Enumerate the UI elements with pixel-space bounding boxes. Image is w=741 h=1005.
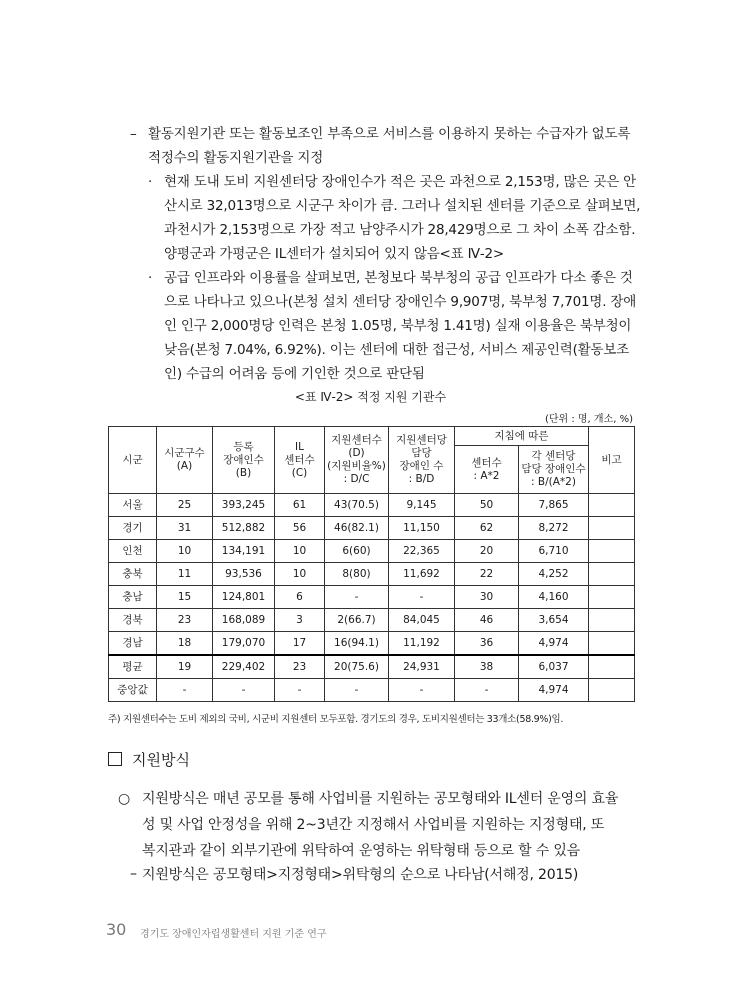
table-cell: 2(66.7) (325, 609, 389, 632)
table-cell: - (389, 586, 455, 609)
table-cell: 61 (275, 494, 325, 517)
table-cell: 393,245 (213, 494, 275, 517)
circle-line: 성 및 사업 안정성을 위해 2~3년간 지정해서 사업비를 지원하는 지정형태, 또 (142, 817, 605, 833)
table-cell: 30 (455, 586, 519, 609)
table-cell: 11,692 (389, 563, 455, 586)
table-cell: 229,402 (213, 655, 275, 679)
table-cell: 8(80) (325, 563, 389, 586)
bullet-line: 인 인구 2,000명당 인력은 본청 1.05명, 북부청 1.41명) 실재 이용율은 북부청이 (164, 318, 632, 334)
dash-line: 지원방식은 공모형태>지정형태>위탁형의 순으로 나타남(서해정, 2015) (142, 867, 579, 883)
table-cell: 6(60) (325, 540, 389, 563)
table-cell: 46(82.1) (325, 517, 389, 540)
header-count: 시군구수 (A) (157, 427, 213, 494)
table-cell: 7,865 (519, 494, 589, 517)
table-row (109, 586, 635, 609)
table-row (109, 517, 635, 540)
circle-bullet-icon: ○ (118, 791, 131, 807)
table-row (109, 632, 635, 656)
table-cell: 38 (455, 655, 519, 679)
table-cell: 512,882 (213, 517, 275, 540)
table-cell: 9,145 (389, 494, 455, 517)
page-number: 30 (106, 920, 127, 939)
table-cell: 24,931 (389, 655, 455, 679)
table-cell: 50 (455, 494, 519, 517)
square-bullet-icon (108, 752, 122, 766)
table-cell: 20(75.6) (325, 655, 389, 679)
bullet-line: 산시로 32,013명으로 시군구 차이가 큼. 그러나 설치된 센터를 기준으로 살펴보면, (164, 198, 641, 214)
table-cell: - (325, 679, 389, 702)
table-cell: 124,801 (213, 586, 275, 609)
table-cell: 8,272 (519, 517, 589, 540)
bullet-line: 과천시가 2,153명으로 가장 적고 남양주시가 28,429명으로 그 차이 소폭 감소함. (164, 222, 636, 238)
table-cell: 20 (455, 540, 519, 563)
data-table (108, 426, 635, 702)
table-cell: 4,160 (519, 586, 589, 609)
table-cell: 경북 (109, 609, 157, 632)
table-title: <표 Ⅳ-2> 적정 지원 기관수 (294, 390, 447, 404)
table-cell: 17 (275, 632, 325, 656)
table-row (109, 540, 635, 563)
header-guideline-group: 지침에 따른 (455, 427, 589, 446)
table-cell: 중앙값 (109, 679, 157, 702)
table-cell: 6 (275, 586, 325, 609)
table-cell: 134,191 (213, 540, 275, 563)
table-cell: 4,252 (519, 563, 589, 586)
section-title: 지원방식 (132, 751, 190, 769)
table-cell: - (455, 679, 519, 702)
table-footnote: 주) 지원센터수는 도비 제외의 국비, 시군비 지원센터 모두포함. 경기도의 경우, 도비지원센터는 33개소(58.9%)임. (108, 714, 564, 725)
dash-marker: – (130, 126, 137, 142)
bullet-line: 현재 도내 도비 지원센터당 장애인수가 적은 곳은 과천으로 2,153명, 많은 곳은 안 (164, 174, 636, 190)
bullet-line: 공급 인프라와 이용률을 살펴보면, 본청보다 북부청의 공급 인프라가 다소 좋은 것 (164, 270, 633, 286)
table-cell: 46 (455, 609, 519, 632)
table-cell: 충북 (109, 563, 157, 586)
table-row (109, 563, 635, 586)
table-cell: 31 (157, 517, 213, 540)
table-cell: 43(70.5) (325, 494, 389, 517)
table-cell: 4,974 (519, 679, 589, 702)
table-cell: 경기 (109, 517, 157, 540)
table-cell: 10 (157, 540, 213, 563)
table-cell: 10 (275, 563, 325, 586)
table-cell: 16(94.1) (325, 632, 389, 656)
bullet-marker: · (148, 174, 153, 190)
table-cell: 서울 (109, 494, 157, 517)
table-cell: 11,150 (389, 517, 455, 540)
table-row (109, 609, 635, 632)
table-cell: 36 (455, 632, 519, 656)
table-cell: 15 (157, 586, 213, 609)
circle-line: 복지관과 같이 외부기관에 위탁하여 운영하는 위탁형태 등으로 할 수 있음 (142, 843, 580, 859)
table-cell (589, 586, 635, 609)
table-cell: 경남 (109, 632, 157, 656)
table-cell (589, 540, 635, 563)
running-title: 경기도 장애인자립생활센터 지원 기준 연구 (140, 929, 327, 940)
table-cell: 평균 (109, 655, 157, 679)
table-cell: 56 (275, 517, 325, 540)
table-cell: - (389, 679, 455, 702)
header-sigun: 시군 (109, 427, 157, 494)
header-note: 비고 (589, 427, 635, 494)
table-cell (589, 632, 635, 656)
section-heading (108, 748, 190, 772)
table-cell: 10 (275, 540, 325, 563)
table-unit: (단위 : 명, 개소, %) (544, 414, 633, 425)
table-cell: 84,045 (389, 609, 455, 632)
table-cell: 충남 (109, 586, 157, 609)
table-cell (589, 679, 635, 702)
header-support-centers: 지원센터수 (D) (지원비율%) : D/C (325, 427, 389, 494)
table-cell: 6,037 (519, 655, 589, 679)
table-cell: 18 (157, 632, 213, 656)
header-per-center: 지원센터당 담당 장애인 수 : B/D (389, 427, 455, 494)
bullet-line: 양평군과 가평군은 IL센터가 설치되어 있지 않음<표 Ⅳ-2> (164, 246, 505, 262)
table-cell: - (157, 679, 213, 702)
dash-paragraph-line: 활동지원기관 또는 활동보조인 부족으로 서비스를 이용하지 못하는 수급자가 없도록 (148, 126, 631, 142)
table-cell: 4,974 (519, 632, 589, 656)
table-cell (589, 609, 635, 632)
header-each-center: 각 센터당 담당 장애인수 : B/(A*2) (519, 446, 589, 494)
dash-marker: – (130, 866, 137, 882)
table-row (109, 679, 635, 702)
bullet-line: 인) 수급의 어려움 등에 기인한 것으로 판단됨 (164, 366, 425, 382)
table-cell: - (325, 586, 389, 609)
table-cell: 6,710 (519, 540, 589, 563)
table-cell: 62 (455, 517, 519, 540)
table-cell: 인천 (109, 540, 157, 563)
table-cell: 11,192 (389, 632, 455, 656)
table-cell: 22,365 (389, 540, 455, 563)
table-cell: 168,089 (213, 609, 275, 632)
dash-paragraph-line: 적정수의 활동지원기관을 지정 (148, 150, 324, 166)
table-cell (589, 563, 635, 586)
table-cell: 23 (275, 655, 325, 679)
table-row (109, 655, 635, 679)
table-cell (589, 655, 635, 679)
table-cell: - (213, 679, 275, 702)
table-row (109, 494, 635, 517)
table-cell: 25 (157, 494, 213, 517)
header-center-count: 센터수 : A*2 (455, 446, 519, 494)
table-cell: - (275, 679, 325, 702)
bullet-line: 낮음(본청 7.04%, 6.92%). 이는 센터에 대한 접근성, 서비스 제공인력(활동보조 (164, 342, 630, 358)
table-cell: 11 (157, 563, 213, 586)
table-cell: 22 (455, 563, 519, 586)
table-cell: 3,654 (519, 609, 589, 632)
bullet-line: 으로 나타나고 있으나(본청 설치 센터당 장애인수 9,907명, 북부청 7,701명. 장애 (164, 294, 637, 310)
table-cell: 3 (275, 609, 325, 632)
table-cell (589, 494, 635, 517)
table-cell: 179,070 (213, 632, 275, 656)
header-il-centers: IL 센터수 (C) (275, 427, 325, 494)
table-cell (589, 517, 635, 540)
table-cell: 23 (157, 609, 213, 632)
table-cell: 19 (157, 655, 213, 679)
table-cell: 93,536 (213, 563, 275, 586)
circle-line: 지원방식은 매년 공모를 통해 사업비를 지원하는 공모형태와 IL센터 운영의 효율 (142, 791, 619, 807)
header-registered: 등록 장애인수 (B) (213, 427, 275, 494)
bullet-marker: · (148, 270, 153, 286)
